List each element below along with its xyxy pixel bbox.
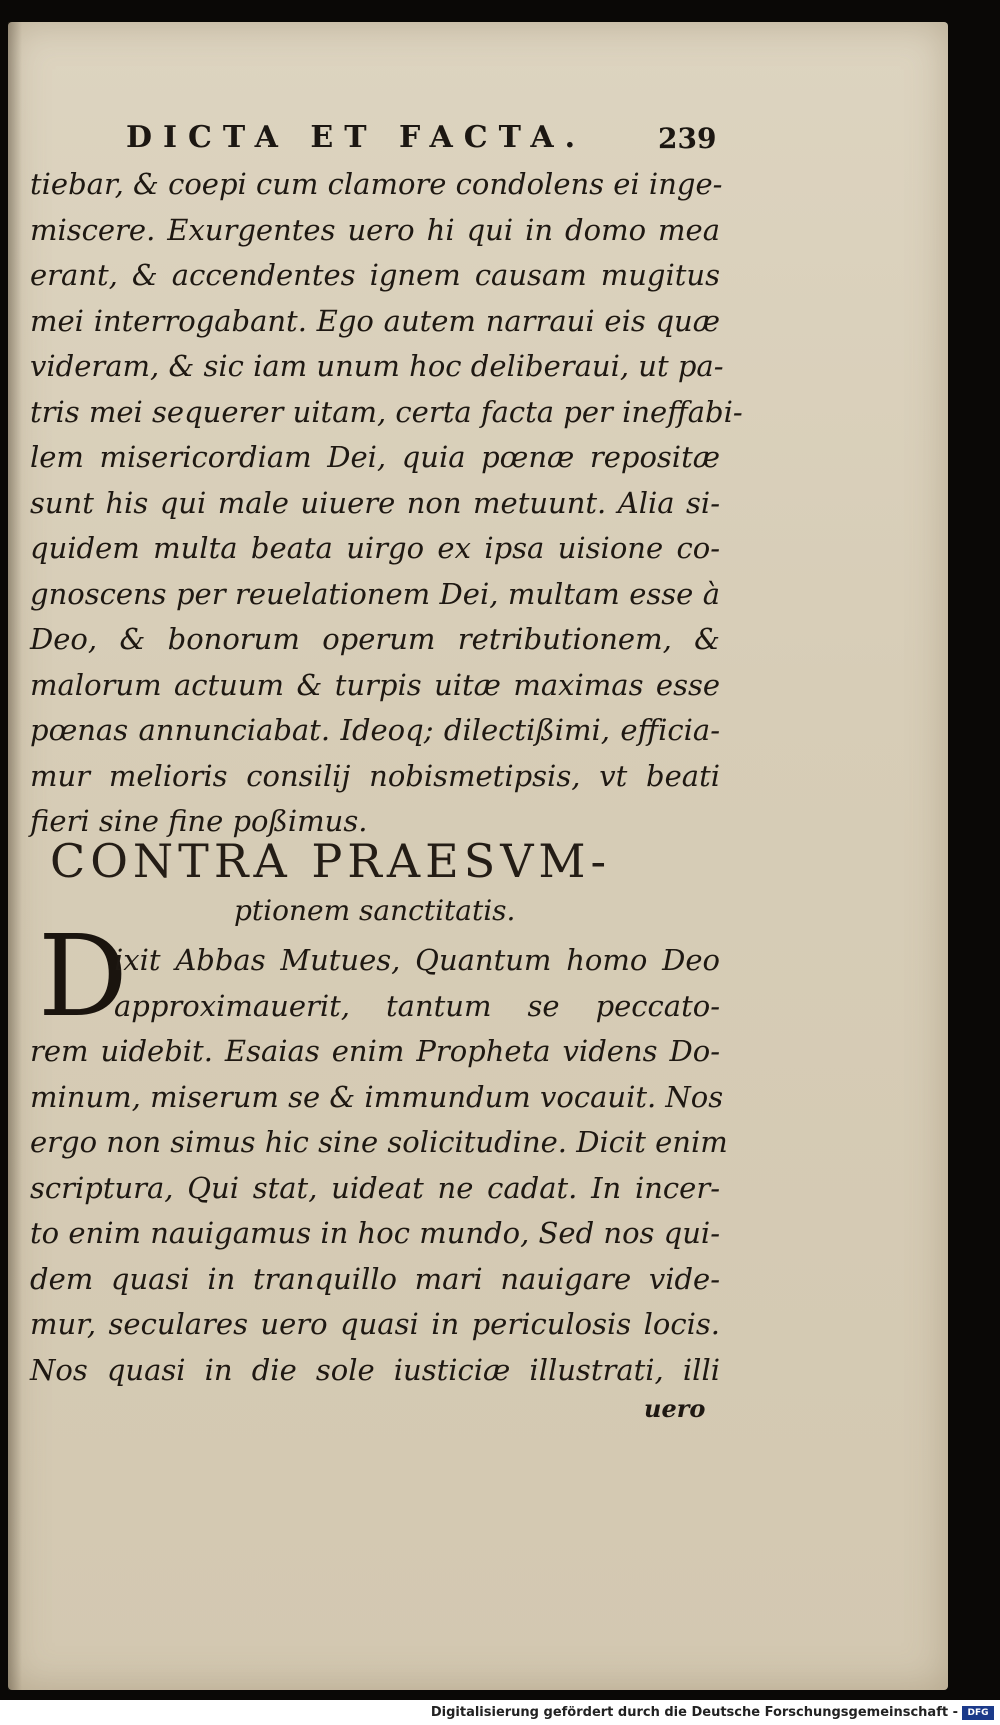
text-line: scriptura, Qui stat, uideat ne cadat. In incer-: [30, 1170, 720, 1205]
text-line: pœnas annunciabat. Ideoq; dilectißimi, efficia-: [30, 713, 720, 747]
text-line: quidem multa beata uirgo ex ipsa uisione co-: [30, 531, 720, 565]
text-line: erant, & accendentes ignem causam mugitus: [30, 258, 720, 292]
running-head: DICTA ET FACTA.: [126, 120, 587, 155]
text-line: lem misericordiam Dei, quia pœnæ repositæ: [30, 440, 720, 474]
text-line: mur, seculares uero quasi in periculosis locis.: [30, 1307, 720, 1341]
text-line: to enim nauigamus in hoc mundo, Sed nos qui-: [30, 1216, 720, 1250]
text-line: ergo non simus hic sine solicitudine. Dicit enim: [30, 1125, 728, 1159]
text-block-upper: [30, 162, 743, 845]
page-number: 239: [658, 122, 717, 155]
digitization-footer: [0, 1700, 1000, 1725]
section-subheading: ptionem sanctitatis.: [234, 894, 516, 927]
text-line: tiebar, & coepi cum clamore condolens ei inge-: [30, 167, 723, 201]
text-line: gnoscens per reuelationem Dei, multam esse à: [30, 576, 720, 611]
dfg-logo: DFG: [962, 1706, 994, 1720]
text-line: approximauerit, tantum se peccato-: [114, 988, 720, 1023]
text-line: Nos quasi in die sole iusticiæ illustrati, illi: [30, 1352, 720, 1387]
book-page: [8, 22, 948, 1690]
text-line: tris mei sequerer uitam, certa facta per ineffabi-: [30, 394, 743, 429]
text-block-lower: [30, 938, 728, 1393]
text-line: minum, miserum se & immundum vocauit. Nos: [30, 1079, 724, 1114]
drop-initial: D: [38, 912, 128, 1042]
text-line: mur melioris consilij nobismetipsis, vt beati: [30, 758, 720, 793]
text-line: videram, & sic iam unum hoc deliberaui, ut pa-: [30, 349, 724, 383]
text-line: sunt his qui male uiuere non metuunt. Alia si-: [30, 485, 720, 520]
text-line: miscere. Exurgentes uero hi qui in domo mea: [30, 212, 720, 247]
funding-notice: Digitalisierung gefördert durch die Deutsche Forschungsgemeinschaft -: [430, 1705, 958, 1720]
text-line: rem uidebit. Esaias enim Propheta videns Do-: [30, 1034, 720, 1068]
catchword: uero: [644, 1394, 706, 1423]
section-heading: CONTRA PRAESVM-: [50, 834, 612, 888]
text-line: Deo, & bonorum operum retributionem, &: [30, 622, 720, 656]
text-line: mei interrogabant. Ego autem narraui eis quæ: [30, 303, 720, 338]
text-line: malorum actuum & turpis uitæ maximas esse: [30, 667, 720, 702]
text-line: ixit Abbas Mutues, Quantum homo Deo: [114, 943, 720, 977]
text-line: dem quasi in tranquillo mari nauigare vide-: [30, 1261, 720, 1296]
text-line: fieri sine fine poßimus.: [30, 804, 368, 838]
